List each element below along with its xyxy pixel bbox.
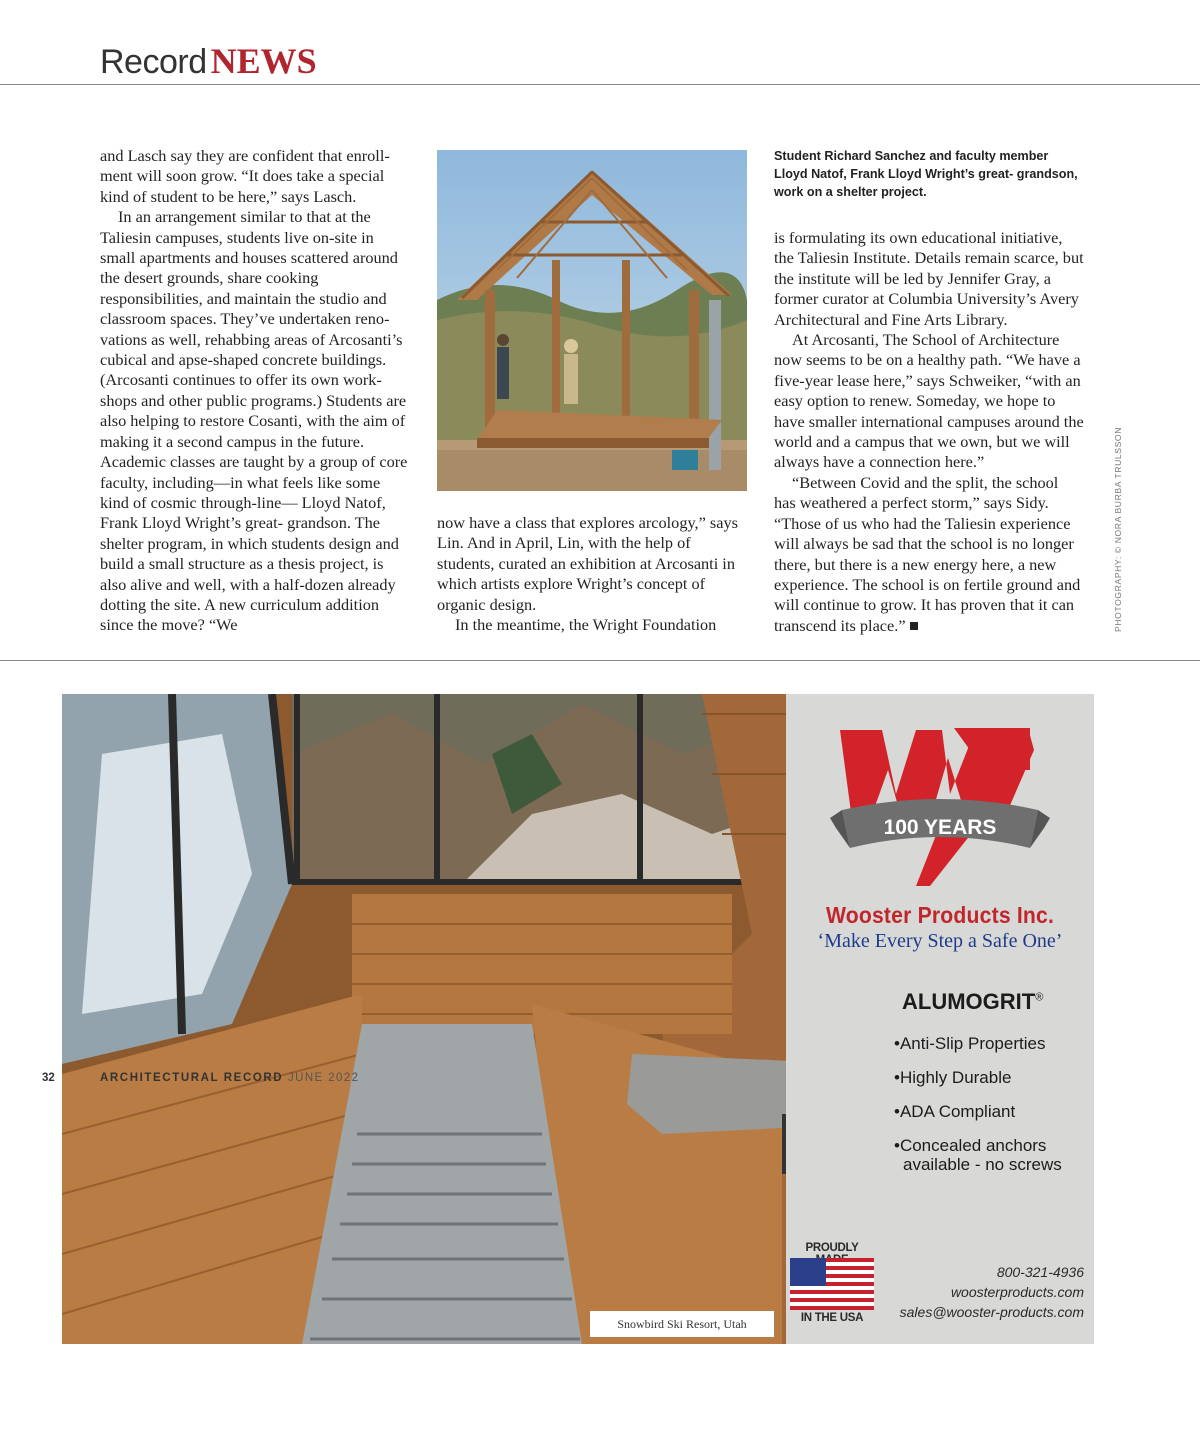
advertisement — [62, 694, 1094, 1344]
section-header — [100, 40, 317, 84]
ad-photo-caption: Snowbird Ski Resort, Utah — [590, 1311, 774, 1337]
made-in-usa-top: PROUDLY — [805, 1242, 859, 1254]
photo-caption: Student Richard Sanchez and faculty member Lloyd Natof, Frank Lloyd Wright’s great- grandson, work on a shelter project. — [774, 149, 1078, 199]
end-mark-icon — [910, 622, 918, 630]
section-title-bold: NEWS — [210, 41, 317, 81]
website-link[interactable]: woosterproducts.com — [950, 1284, 1084, 1300]
product-name-text: ALUMOGRIT — [902, 989, 1036, 1014]
us-flag-icon — [790, 1258, 874, 1310]
article-column-2 — [437, 513, 747, 635]
paragraph-text: “Between Covid and the split, the school has weathered a perfect storm,” says Sidy. “Those of us who had the Taliesin experience will always be sad that the school is no longer there, but there is a new energy here, a new experience. The school is on fertile ground and will continue to grow. It has proven that it can transcend its place.” — [774, 472, 1081, 635]
registered-mark: ® — [1035, 991, 1044, 1004]
section-divider — [0, 660, 1200, 661]
paragraph: now have a class that explores arcology,” says Lin. And in April, Lin, with the help of students, curated an exhibition at Arcosanti in which artists explore Wright’s concept of organic design. — [437, 513, 738, 614]
ad-staircase-photo — [62, 694, 786, 1344]
feature-list — [894, 1034, 1090, 1189]
paragraph: In the meantime, the Wright Foundation — [455, 615, 717, 635]
page-number: 32 — [42, 1072, 55, 1084]
shelter-photo — [437, 150, 747, 491]
phone: 800-321-4936 — [996, 1264, 1084, 1280]
paragraph: and Lasch say they are confident that enroll- ment will soon grow. “It does take a special kind of student to be here,” says Lasch. — [100, 146, 390, 206]
email-link[interactable]: sales@wooster-products.com — [899, 1304, 1084, 1320]
feature-item: • ADA Compliant — [894, 1102, 1090, 1121]
company-tagline: ‘Make Every Step a Safe One’ — [817, 930, 1063, 952]
logo-badge-text: 100 YEARS — [883, 816, 997, 839]
page-footer — [0, 1072, 1200, 1088]
feature-item: • Concealed anchors available - no screws — [894, 1136, 1090, 1174]
staircase-illustration — [62, 694, 786, 1344]
publication-name: ARCHITECTURAL RECORD — [100, 1072, 284, 1084]
company-name: Wooster Products Inc. — [825, 902, 1055, 928]
issue-date: JUNE 2022 — [288, 1072, 360, 1084]
made-in-usa-bottom: IN THE USA — [800, 1312, 864, 1324]
article-column-3 — [774, 228, 1084, 636]
photo-credit: PHOTOGRAPHY: © NORA BURBA TRULSSON — [1113, 426, 1123, 632]
paragraph: In an arrangement similar to that at the Taliesin campuses, students live on-site in small apartments and houses scattered around the desert grounds, share cooking responsibilities, and maintain the studio and classroom spaces. They’ve undertaken reno- vations as well, rehabbing areas of Arcosanti’s cubical and apse-shaped concrete buildings. (Arcosanti continues to offer its own work- shops and other public programs.) Students are also helping to restore Cosanti, with the aim of making it a second campus in the future. Academic classes are taught by a group of core faculty, including—in what feels like some kind of cosmic through-line— Lloyd Natof, Frank Lloyd Wright’s great- grandson. The shelter program, in which students design and build a small structure as a thesis project, is also alive and well, with a half-dozen already dotting the site. A new curriculum addition since the move? “We — [100, 207, 408, 635]
feature-item: • Anti-Slip Properties — [894, 1034, 1090, 1053]
header-rule — [0, 84, 1200, 85]
feature-item: • Highly Durable — [894, 1068, 1090, 1087]
paragraph-final — [774, 473, 1084, 636]
paragraph: At Arcosanti, The School of Architecture now seems to be on a healthy path. “We have a five-year lease here,” says Schweiker, “with an easy option to renew. Someday, we hope to have smaller international campuses around the world and a campus that we own, but we will always have a connection here.” — [774, 330, 1084, 472]
wooster-logo-icon — [830, 710, 1050, 890]
contact-info — [884, 1262, 1084, 1322]
article-column-1 — [100, 146, 410, 636]
ad-info-panel — [786, 694, 1094, 1344]
paragraph: is formulating its own educational initiative, the Taliesin Institute. Details remain scarce, but the institute will be led by Jennifer Gray, a former curator at Columbia University’s Avery Architectural and Fine Arts Library. — [774, 228, 1084, 329]
shelter-photo-illustration — [437, 150, 747, 491]
product-name — [902, 989, 1043, 1015]
section-title-light: Record — [100, 43, 207, 81]
